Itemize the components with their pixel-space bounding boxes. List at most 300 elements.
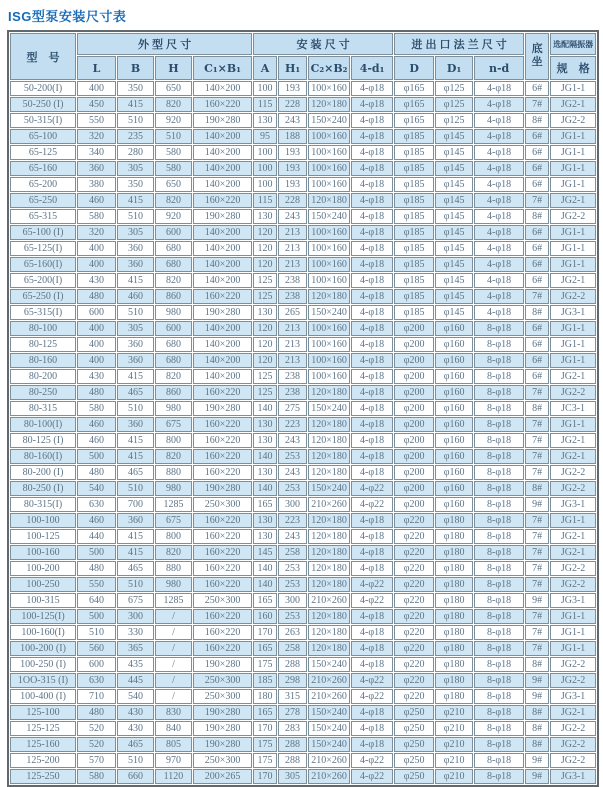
value-cell: φ125	[435, 97, 473, 112]
value-cell: 8-φ18	[474, 705, 524, 720]
value-cell: 510	[117, 113, 154, 128]
value-cell: 120×180	[308, 513, 350, 528]
value-cell: JG2-1	[550, 369, 596, 384]
value-cell: φ185	[394, 241, 434, 256]
value-cell: 1285	[155, 593, 192, 608]
table-row	[10, 545, 596, 560]
value-cell: 4-φ22	[351, 497, 393, 512]
value-cell: φ250	[394, 721, 434, 736]
value-cell: 165	[253, 593, 277, 608]
value-cell: φ165	[394, 113, 434, 128]
value-cell: φ180	[435, 689, 473, 704]
value-cell: JG2-1	[550, 449, 596, 464]
value-cell: 6#	[525, 225, 549, 240]
value-cell: 263	[278, 625, 307, 640]
value-cell: φ220	[394, 625, 434, 640]
value-cell: 190×280	[193, 481, 252, 496]
value-cell: 820	[155, 193, 192, 208]
model-cell: 65-250	[10, 193, 76, 208]
value-cell: 100×160	[308, 81, 350, 96]
value-cell: 1120	[155, 769, 192, 784]
table-row	[10, 577, 596, 592]
value-cell: 4-φ18	[351, 449, 393, 464]
value-cell: 4-φ18	[351, 401, 393, 416]
value-cell: 4-φ18	[351, 113, 393, 128]
value-cell: 360	[117, 513, 154, 528]
value-cell: 520	[77, 721, 116, 736]
value-cell: 9#	[525, 769, 549, 784]
value-cell: 8#	[525, 657, 549, 672]
value-cell: 253	[278, 561, 307, 576]
value-cell: 920	[155, 113, 192, 128]
value-cell: 4-φ18	[351, 385, 393, 400]
value-cell: 100×160	[308, 145, 350, 160]
value-cell: 510	[117, 753, 154, 768]
value-cell: 4-φ18	[351, 705, 393, 720]
value-cell: 4-φ18	[351, 305, 393, 320]
value-cell: 4-φ18	[351, 545, 393, 560]
value-cell: φ165	[394, 97, 434, 112]
value-cell: 130	[253, 433, 277, 448]
value-cell: 175	[253, 657, 277, 672]
value-cell: φ220	[394, 593, 434, 608]
value-cell: 150×240	[308, 113, 350, 128]
table-row	[10, 257, 596, 272]
value-cell: JG2-2	[550, 737, 596, 752]
value-cell: 4-φ18	[351, 257, 393, 272]
table-row	[10, 209, 596, 224]
value-cell: JG1-1	[550, 129, 596, 144]
value-cell: 480	[77, 561, 116, 576]
value-cell: φ180	[435, 529, 473, 544]
value-cell: 300	[117, 609, 154, 624]
value-cell: 8#	[525, 705, 549, 720]
value-cell: 125	[253, 289, 277, 304]
value-cell: 160×220	[193, 545, 252, 560]
value-cell: 150×240	[308, 401, 350, 416]
value-cell: 120×180	[308, 385, 350, 400]
value-cell: /	[155, 609, 192, 624]
value-cell: /	[155, 657, 192, 672]
value-cell: 120×180	[308, 417, 350, 432]
value-cell: φ200	[394, 385, 434, 400]
value-cell: 190×280	[193, 721, 252, 736]
value-cell: 298	[278, 673, 307, 688]
value-cell: 435	[117, 657, 154, 672]
column-header-D: D	[394, 56, 434, 80]
value-cell: φ185	[394, 257, 434, 272]
column-header-C1xB1: C₁×B₁	[193, 56, 252, 80]
value-cell: φ160	[435, 417, 473, 432]
value-cell: 4-φ18	[474, 97, 524, 112]
value-cell: 140×200	[193, 145, 252, 160]
value-cell: 430	[77, 273, 116, 288]
value-cell: 4-φ22	[351, 753, 393, 768]
value-cell: 213	[278, 321, 307, 336]
value-cell: 4-φ18	[351, 321, 393, 336]
value-cell: 140×200	[193, 225, 252, 240]
value-cell: 320	[77, 129, 116, 144]
value-cell: 8-φ18	[474, 401, 524, 416]
model-cell: 80-250	[10, 385, 76, 400]
value-cell: 130	[253, 465, 277, 480]
value-cell: φ210	[435, 769, 473, 784]
value-cell: 250×300	[193, 753, 252, 768]
value-cell: 8#	[525, 401, 549, 416]
table-header	[10, 33, 596, 80]
value-cell: JG2-2	[550, 561, 596, 576]
table-row	[10, 289, 596, 304]
value-cell: φ160	[435, 433, 473, 448]
model-cell: 80-250 (I)	[10, 481, 76, 496]
value-cell: JG2-1	[550, 433, 596, 448]
value-cell: 9#	[525, 497, 549, 512]
model-cell: 125-160	[10, 737, 76, 752]
table-row	[10, 497, 596, 512]
value-cell: 6#	[525, 177, 549, 192]
value-cell: φ200	[394, 417, 434, 432]
value-cell: 160×220	[193, 97, 252, 112]
value-cell: 8-φ18	[474, 689, 524, 704]
value-cell: φ160	[435, 449, 473, 464]
value-cell: φ180	[435, 657, 473, 672]
value-cell: φ145	[435, 225, 473, 240]
value-cell: 430	[117, 705, 154, 720]
value-cell: 115	[253, 97, 277, 112]
value-cell: φ180	[435, 593, 473, 608]
value-cell: 130	[253, 417, 277, 432]
value-cell: 140×200	[193, 369, 252, 384]
value-cell: 4-φ22	[351, 593, 393, 608]
table-row	[10, 721, 596, 736]
value-cell: 120×180	[308, 193, 350, 208]
value-cell: 8-φ18	[474, 657, 524, 672]
value-cell: φ200	[394, 353, 434, 368]
model-cell: 80-160(I)	[10, 449, 76, 464]
value-cell: 160×220	[193, 449, 252, 464]
value-cell: 860	[155, 289, 192, 304]
value-cell: 120	[253, 225, 277, 240]
value-cell: φ145	[435, 161, 473, 176]
value-cell: 880	[155, 465, 192, 480]
value-cell: 210×260	[308, 753, 350, 768]
value-cell: 360	[117, 241, 154, 256]
value-cell: 4-φ18	[351, 561, 393, 576]
value-cell: 8-φ18	[474, 545, 524, 560]
value-cell: 250×300	[193, 689, 252, 704]
value-cell: 415	[117, 273, 154, 288]
model-cell: 65-160(I)	[10, 257, 76, 272]
value-cell: 213	[278, 257, 307, 272]
value-cell: 6#	[525, 129, 549, 144]
value-cell: 243	[278, 529, 307, 544]
value-cell: 4-φ18	[351, 337, 393, 352]
value-cell: 130	[253, 513, 277, 528]
value-cell: 235	[117, 129, 154, 144]
value-cell: JG2-2	[550, 577, 596, 592]
value-cell: 8-φ18	[474, 369, 524, 384]
value-cell: 4-φ18	[351, 273, 393, 288]
model-cell: 65-315(I)	[10, 305, 76, 320]
table-row	[10, 753, 596, 768]
value-cell: 300	[278, 593, 307, 608]
value-cell: φ250	[394, 737, 434, 752]
value-cell: 175	[253, 737, 277, 752]
value-cell: 6#	[525, 241, 549, 256]
value-cell: 400	[77, 241, 116, 256]
value-cell: 4-φ18	[474, 113, 524, 128]
table-row	[10, 369, 596, 384]
value-cell: φ220	[394, 513, 434, 528]
value-cell: 4-φ18	[351, 737, 393, 752]
value-cell: φ145	[435, 273, 473, 288]
table-row	[10, 673, 596, 688]
value-cell: 250×300	[193, 497, 252, 512]
value-cell: 510	[117, 481, 154, 496]
value-cell: 283	[278, 721, 307, 736]
value-cell: 140	[253, 401, 277, 416]
value-cell: 150×240	[308, 481, 350, 496]
value-cell: 4-φ18	[474, 305, 524, 320]
value-cell: φ180	[435, 673, 473, 688]
model-cell: 65-200(I)	[10, 273, 76, 288]
table-row	[10, 737, 596, 752]
value-cell: 120×180	[308, 465, 350, 480]
value-cell: 6#	[525, 257, 549, 272]
value-cell: 820	[155, 545, 192, 560]
value-cell: 520	[77, 737, 116, 752]
table-row	[10, 417, 596, 432]
value-cell: JG2-1	[550, 97, 596, 112]
value-cell: JG1-1	[550, 353, 596, 368]
value-cell: 510	[117, 401, 154, 416]
value-cell: 193	[278, 81, 307, 96]
value-cell: 120×180	[308, 609, 350, 624]
value-cell: 165	[253, 641, 277, 656]
value-cell: 4-φ18	[351, 657, 393, 672]
value-cell: JG1-1	[550, 81, 596, 96]
value-cell: 210×260	[308, 497, 350, 512]
value-cell: φ200	[394, 369, 434, 384]
value-cell: JG2-1	[550, 193, 596, 208]
value-cell: 4-φ18	[351, 161, 393, 176]
value-cell: 238	[278, 273, 307, 288]
value-cell: φ145	[435, 209, 473, 224]
table-row	[10, 769, 596, 784]
value-cell: JG2-2	[550, 209, 596, 224]
table-row	[10, 385, 596, 400]
value-cell: 320	[77, 225, 116, 240]
value-cell: 120×180	[308, 97, 350, 112]
value-cell: 4-φ18	[351, 177, 393, 192]
value-cell: 120×180	[308, 641, 350, 656]
model-cell: 100-315	[10, 593, 76, 608]
model-cell: 100-100	[10, 513, 76, 528]
value-cell: 8#	[525, 737, 549, 752]
value-cell: 4-φ18	[351, 721, 393, 736]
value-cell: JG3-1	[550, 497, 596, 512]
value-cell: φ180	[435, 545, 473, 560]
value-cell: 8-φ18	[474, 481, 524, 496]
table-row	[10, 177, 596, 192]
value-cell: 415	[117, 545, 154, 560]
value-cell: 150×240	[308, 305, 350, 320]
value-cell: 300	[278, 497, 307, 512]
value-cell: φ160	[435, 481, 473, 496]
value-cell: 4-φ18	[351, 289, 393, 304]
table-row	[10, 609, 596, 624]
value-cell: φ160	[435, 497, 473, 512]
value-cell: 100×160	[308, 273, 350, 288]
model-cell: 80-125	[10, 337, 76, 352]
value-cell: 360	[117, 257, 154, 272]
value-cell: 243	[278, 209, 307, 224]
value-cell: JG2-2	[550, 385, 596, 400]
value-cell: 680	[155, 353, 192, 368]
value-cell: 6#	[525, 145, 549, 160]
table-row	[10, 449, 596, 464]
value-cell: JG2-2	[550, 481, 596, 496]
column-header-spec: 规 格	[550, 56, 596, 80]
model-cell: 65-100	[10, 129, 76, 144]
value-cell: φ185	[394, 289, 434, 304]
value-cell: 130	[253, 113, 277, 128]
value-cell: φ210	[435, 721, 473, 736]
column-header-B: B	[117, 56, 154, 80]
value-cell: 4-φ22	[351, 481, 393, 496]
value-cell: 360	[117, 353, 154, 368]
value-cell: 4-φ18	[351, 417, 393, 432]
table-row	[10, 657, 596, 672]
value-cell: 160	[253, 609, 277, 624]
value-cell: 970	[155, 753, 192, 768]
value-cell: 500	[77, 449, 116, 464]
column-header-C2xB2: C₂×B₂	[308, 56, 350, 80]
table-row	[10, 193, 596, 208]
value-cell: 150×240	[308, 657, 350, 672]
value-cell: 160×220	[193, 561, 252, 576]
value-cell: φ160	[435, 369, 473, 384]
value-cell: 253	[278, 577, 307, 592]
table-body	[10, 81, 596, 784]
value-cell: φ160	[435, 337, 473, 352]
value-cell: 805	[155, 737, 192, 752]
value-cell: 580	[155, 161, 192, 176]
value-cell: φ180	[435, 513, 473, 528]
value-cell: 275	[278, 401, 307, 416]
value-cell: 4-φ18	[351, 193, 393, 208]
value-cell: 140×200	[193, 273, 252, 288]
value-cell: 510	[155, 129, 192, 144]
value-cell: 100×160	[308, 353, 350, 368]
value-cell: JG2-2	[550, 753, 596, 768]
value-cell: JG3-1	[550, 593, 596, 608]
value-cell: 330	[117, 625, 154, 640]
value-cell: φ145	[435, 241, 473, 256]
value-cell: 213	[278, 225, 307, 240]
value-cell: 253	[278, 481, 307, 496]
model-cell: 1OO-315 (I)	[10, 673, 76, 688]
model-cell: 100-125(I)	[10, 609, 76, 624]
value-cell: 160×220	[193, 641, 252, 656]
table-row	[10, 433, 596, 448]
value-cell: 190×280	[193, 657, 252, 672]
value-cell: 8-φ18	[474, 609, 524, 624]
value-cell: 160×220	[193, 609, 252, 624]
value-cell: JG1-1	[550, 161, 596, 176]
value-cell: 8-φ18	[474, 593, 524, 608]
value-cell: φ210	[435, 753, 473, 768]
column-header-base: 底坐	[525, 33, 549, 80]
value-cell: 8-φ18	[474, 385, 524, 400]
value-cell: 9#	[525, 673, 549, 688]
value-cell: 140	[253, 449, 277, 464]
value-cell: 820	[155, 369, 192, 384]
value-cell: 710	[77, 689, 116, 704]
value-cell: 8#	[525, 721, 549, 736]
value-cell: 8-φ18	[474, 641, 524, 656]
value-cell: 150×240	[308, 705, 350, 720]
value-cell: 7#	[525, 577, 549, 592]
model-cell: 65-100 (I)	[10, 225, 76, 240]
value-cell: 510	[117, 305, 154, 320]
value-cell: 4-φ18	[474, 161, 524, 176]
value-cell: 8-φ18	[474, 625, 524, 640]
value-cell: 100×160	[308, 225, 350, 240]
header-group-row	[10, 33, 596, 55]
model-cell: 100-125	[10, 529, 76, 544]
model-cell: 65-200	[10, 177, 76, 192]
value-cell: 980	[155, 305, 192, 320]
value-cell: 9#	[525, 593, 549, 608]
value-cell: φ160	[435, 353, 473, 368]
table-row	[10, 273, 596, 288]
value-cell: 4-φ18	[351, 81, 393, 96]
value-cell: 4-φ22	[351, 689, 393, 704]
value-cell: 9#	[525, 689, 549, 704]
value-cell: φ185	[394, 177, 434, 192]
value-cell: 415	[117, 369, 154, 384]
value-cell: φ200	[394, 433, 434, 448]
value-cell: 415	[117, 449, 154, 464]
value-cell: 100	[253, 81, 277, 96]
value-cell: 120×180	[308, 449, 350, 464]
value-cell: 4-φ18	[351, 209, 393, 224]
value-cell: 540	[77, 481, 116, 496]
value-cell: 650	[155, 81, 192, 96]
value-cell: 160×220	[193, 529, 252, 544]
page-title: ISG型泵安装尺寸表	[8, 9, 127, 24]
value-cell: 250×300	[193, 673, 252, 688]
value-cell: 100×160	[308, 369, 350, 384]
table-row	[10, 561, 596, 576]
value-cell: 660	[117, 769, 154, 784]
value-cell: 400	[77, 257, 116, 272]
value-cell: 8-φ18	[474, 449, 524, 464]
table-row	[10, 481, 596, 496]
value-cell: 8-φ18	[474, 417, 524, 432]
value-cell: JG3-1	[550, 305, 596, 320]
value-cell: /	[155, 625, 192, 640]
value-cell: 258	[278, 545, 307, 560]
model-cell: 100-400 (I)	[10, 689, 76, 704]
value-cell: 580	[77, 769, 116, 784]
value-cell: 460	[77, 433, 116, 448]
value-cell: 193	[278, 177, 307, 192]
value-cell: JG1-1	[550, 609, 596, 624]
value-cell: 193	[278, 145, 307, 160]
value-cell: 100	[253, 177, 277, 192]
